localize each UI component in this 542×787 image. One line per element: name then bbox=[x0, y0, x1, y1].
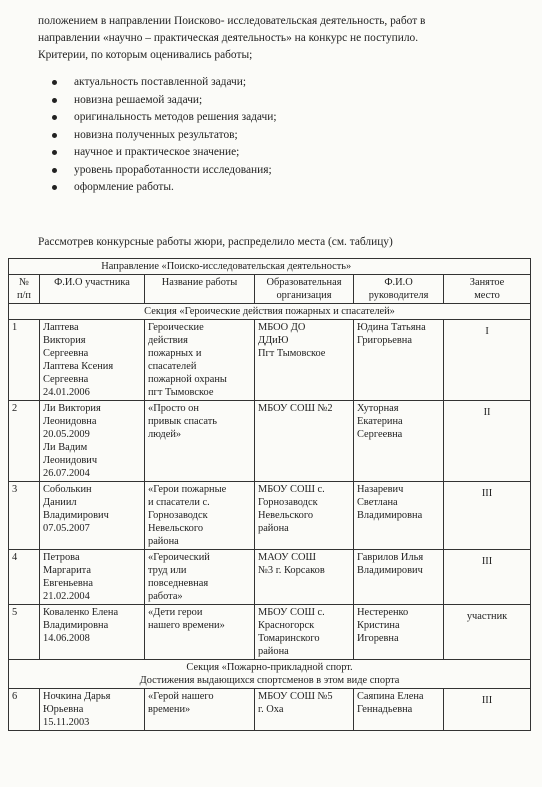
criteria-list bbox=[38, 74, 508, 197]
intro-text bbox=[38, 13, 508, 197]
row-org: МАОУ СОШ №3 г. Корсаков bbox=[255, 550, 354, 605]
section-title: Секция «Пожарно-прикладной спорт. Достижения выдающихся спортсменов в этом виде спорта bbox=[9, 660, 531, 689]
row-lead: Гаврилов Илья Владимирович bbox=[354, 550, 444, 605]
row-num: 3 bbox=[9, 482, 40, 550]
direction-row bbox=[9, 259, 531, 275]
row-lead: Назаревич Светлана Владимировна bbox=[354, 482, 444, 550]
criteria-item: оригинальность методов решения задачи; bbox=[38, 109, 508, 127]
row-fio: Ли Виктория Леонидовна 20.05.2009 Ли Вадим Леонидович 26.07.2004 bbox=[40, 401, 145, 482]
row-work: «Героический труд или повседневная работа» bbox=[145, 550, 255, 605]
row-num: 6 bbox=[9, 689, 40, 731]
row-org: МБОУ СОШ №2 bbox=[255, 401, 354, 482]
row-place: III bbox=[444, 689, 531, 731]
row-place: III bbox=[444, 482, 531, 550]
row-work: Героические действия пожарных и спасателей пожарной охраны пгт Тымовское bbox=[145, 320, 255, 401]
row-work: «Герои пожарные и спасатели с. Горнозаводск Невельского района bbox=[145, 482, 255, 550]
header-work: Название работы bbox=[145, 275, 255, 304]
row-place: III bbox=[444, 550, 531, 605]
bullet-icon bbox=[52, 98, 57, 103]
row-lead: Юдина Татьяна Григорьевна bbox=[354, 320, 444, 401]
table-row bbox=[9, 401, 531, 482]
section-title: Секция «Героические действия пожарных и спасателей» bbox=[9, 304, 531, 320]
row-place: участник bbox=[444, 605, 531, 660]
row-work: «Дети герои нашего времени» bbox=[145, 605, 255, 660]
header-place: Занятое место bbox=[444, 275, 531, 304]
table-row bbox=[9, 482, 531, 550]
row-fio: Коваленко Елена Владимировна 14.06.2008 bbox=[40, 605, 145, 660]
summary-line: Рассмотрев конкурсные работы жюри, распределило места (см. таблицу) bbox=[38, 236, 393, 248]
row-org: МБОУ СОШ №5 г. Оха bbox=[255, 689, 354, 731]
row-org: МБОУ СОШ с. Горнозаводск Невельского района bbox=[255, 482, 354, 550]
criteria-item: новизна полученных результатов; bbox=[38, 127, 508, 145]
row-fio: Петрова Маргарита Евгеньевна 21.02.2004 bbox=[40, 550, 145, 605]
header-num: № п/п bbox=[9, 275, 40, 304]
intro-line-1: положением в направлении Поисково- исследовательская деятельность, работ в bbox=[38, 15, 426, 27]
row-work: «Просто он привык спасать людей» bbox=[145, 401, 255, 482]
row-place: II bbox=[444, 401, 531, 482]
row-lead: Хуторная Екатерина Сергеевна bbox=[354, 401, 444, 482]
row-num: 5 bbox=[9, 605, 40, 660]
criteria-item: научное и практическое значение; bbox=[38, 144, 508, 162]
header-lead: Ф.И.О руководителя bbox=[354, 275, 444, 304]
criteria-title: Критерии, по которым оценивались работы; bbox=[38, 49, 253, 61]
row-lead: Нестеренко Кристина Игоревна bbox=[354, 605, 444, 660]
row-fio: Ночкина Дарья Юрьевна 15.11.2003 bbox=[40, 689, 145, 731]
header-fio: Ф.И.О участника bbox=[40, 275, 145, 304]
table-row bbox=[9, 320, 531, 401]
row-work: «Герой нашего времени» bbox=[145, 689, 255, 731]
bullet-icon bbox=[52, 133, 57, 138]
criteria-item: уровень проработанности исследования; bbox=[38, 162, 508, 180]
row-org: МБОО ДО ДДиЮ Пгт Тымовское bbox=[255, 320, 354, 401]
bullet-icon bbox=[52, 150, 57, 155]
section-row bbox=[9, 304, 531, 320]
table-row bbox=[9, 689, 531, 731]
bullet-icon bbox=[52, 185, 57, 190]
row-org: МБОУ СОШ с. Красногорск Томаринского района bbox=[255, 605, 354, 660]
criteria-item: оформление работы. bbox=[38, 179, 508, 197]
intro-line-2: направлении «научно – практическая деятельность» на конкурс не поступило. bbox=[38, 32, 419, 44]
row-num: 2 bbox=[9, 401, 40, 482]
row-lead: Саяпина Елена Геннадьевна bbox=[354, 689, 444, 731]
table-row bbox=[9, 605, 531, 660]
criteria-item: новизна решаемой задачи; bbox=[38, 92, 508, 110]
row-num: 4 bbox=[9, 550, 40, 605]
direction-title: Направление «Поиско-исследовательская деятельность» bbox=[9, 259, 444, 275]
header-org: Образовательная организация bbox=[255, 275, 354, 304]
table-row bbox=[9, 550, 531, 605]
section-row bbox=[9, 660, 531, 689]
bullet-icon bbox=[52, 115, 57, 120]
row-fio: Лаптева Виктория Сергеевна Лаптева Ксения Сергеевна 24.01.2006 bbox=[40, 320, 145, 401]
header-row bbox=[9, 275, 531, 304]
results-table bbox=[8, 258, 531, 731]
row-num: 1 bbox=[9, 320, 40, 401]
criteria-item: актуальность поставленной задачи; bbox=[38, 74, 508, 92]
bullet-icon bbox=[52, 80, 57, 85]
bullet-icon bbox=[52, 168, 57, 173]
row-place: I bbox=[444, 320, 531, 401]
row-fio: Соболькин Даниил Владимирович 07.05.2007 bbox=[40, 482, 145, 550]
